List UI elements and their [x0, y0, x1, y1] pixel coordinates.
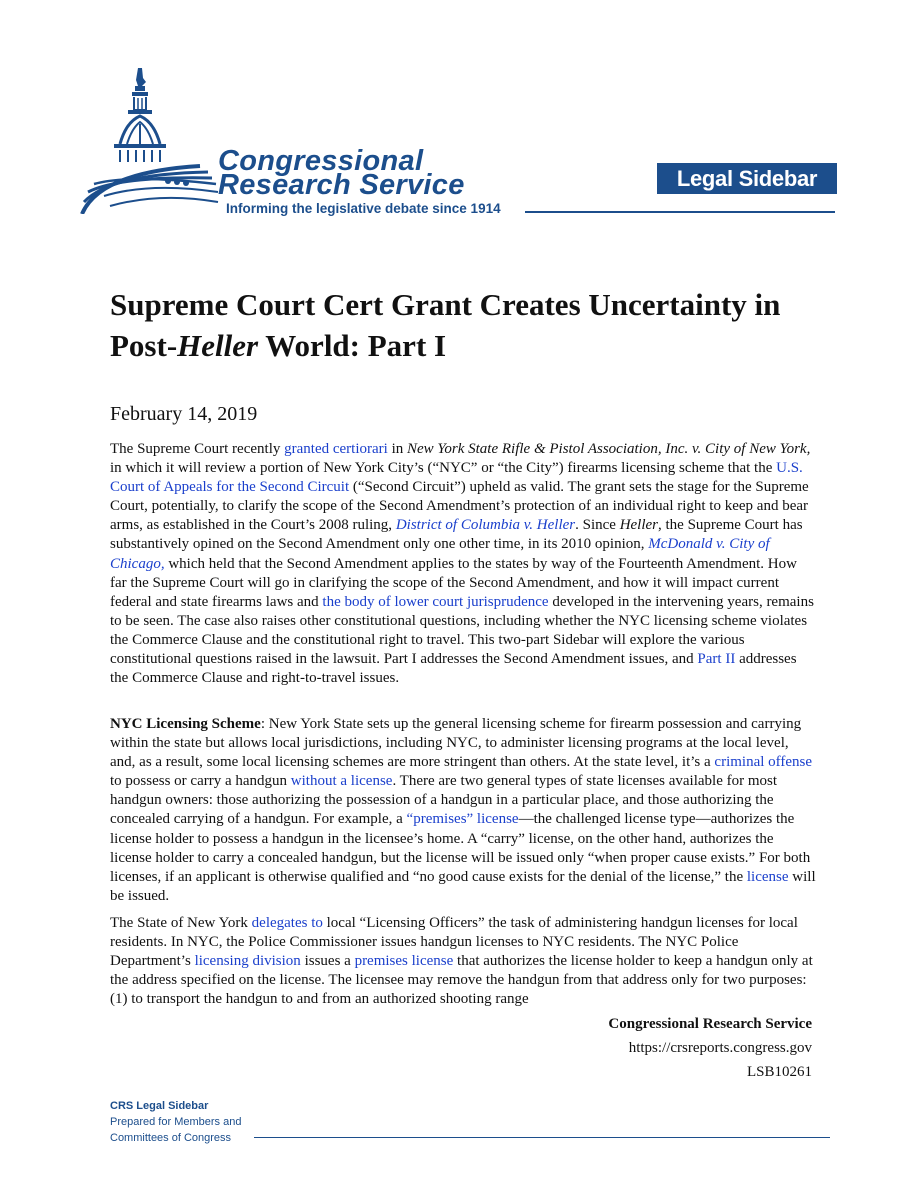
text-run: issues a [300, 953, 355, 970]
paragraph-intro [110, 440, 816, 688]
footer-report-code: LSB10261 [746, 1064, 812, 1080]
text-run: developed in the intervening years, remains to be seen. The case also raises other constitutional questions, including whether the NYC licensing scheme violates the Commerce Clause and the constitutional right to travel. This two-part Sidebar will explore the various constitutional questions raised in the lawsuit. Part I addresses the Second Amendment issues, and [110, 593, 814, 668]
text-run: . Since [575, 517, 620, 534]
link-criminal-offense[interactable]: criminal offense [714, 754, 813, 771]
text-run: that authorizes the license holder to keep a handgun only at the address specified on the license. The licensee may remove the handgun from that address only for two purposes: (1) to transport the handgun to and from an authorized shooting range [110, 953, 813, 1008]
link-premises-license-2[interactable]: premises license [354, 953, 454, 970]
paragraph-state-delegation [110, 914, 816, 1009]
case-name: Heller [619, 517, 659, 534]
case-name: New York State Rifle & Pistol Association, Inc. v. City of New York, [407, 441, 811, 457]
bottom-title: CRS Legal Sidebar [110, 1100, 209, 1112]
tagline-divider [525, 211, 835, 213]
document-date: February 14, 2019 [110, 403, 258, 425]
bottom-line1: Prepared for Members and [110, 1116, 242, 1128]
bottom-label [110, 1098, 241, 1146]
link-dc-v-heller[interactable]: District of Columbia v. Heller [395, 517, 576, 534]
text-run: , the Supreme Court has substantively opined on the Second Amendment only one other time, in its 2010 opinion, [110, 517, 803, 553]
org-tagline: Informing the legislative debate since 1914 [226, 201, 501, 216]
footer-url[interactable]: https://crsreports.congress.gov [628, 1040, 812, 1056]
text-run: which held that the Second Amendment applies to the states by way of the Fourteenth Amendment. How far the Supreme Court will go in clarifying the scope of the Second Amendment, and how it will impact current federal and state firearms laws and [110, 555, 797, 610]
text-run: to possess or carry a handgun [110, 773, 291, 790]
link-license[interactable]: license [746, 868, 789, 885]
link-part-ii[interactable]: Part II [697, 651, 736, 668]
text-run: —the challenged license type—authorizes the license holder to possess a handgun in the licensee’s home. A “carry” license, on the other hand, authorizes the license holder to carry a concealed handgun, but the license will be issued only “when proper cause exists.” For both licenses, if an applicant is otherwise qualified and “no good cause exists for the denial of the license,” the [110, 811, 811, 885]
link-second-circuit[interactable]: U.S. Court of Appeals for the Second Circuit [110, 460, 803, 496]
text-run: addresses the Commerce Clause and right-to-travel issues. [110, 651, 797, 687]
text-run: local “Licensing Officers” the task of administering handgun licenses for local residents. In NYC, the Police Commissioner issues handgun licenses to NYC residents. The NYC Police Department’s [110, 915, 798, 970]
title-text-part2: World: Part I [258, 328, 447, 363]
text-run: in [387, 441, 407, 457]
text-run: will be issued. [110, 868, 816, 904]
text-run: : New York State sets up the general licensing scheme for firearm possession and carrying within the state but allows local jurisdictions, including NYC, to administer licensing programs at the local level, and, as a result, some local licensing schemes are more stringent than others. At the state level, it’s a [110, 716, 802, 771]
org-name-line1: Congressional [218, 145, 424, 177]
text-run: in which it will review a portion of New York City’s (“NYC” or “the City”) firearms licensing scheme that the [110, 460, 777, 477]
crs-capitol-logo [80, 64, 220, 214]
footer-org-name: Congressional Research Service [608, 1016, 812, 1032]
bottom-line2: Committees of Congress [110, 1132, 232, 1144]
link-lower-court-jurisprudence[interactable]: the body of lower court jurisprudence [322, 593, 549, 610]
title-text-italic: Heller [177, 328, 259, 363]
link-granted-certiorari[interactable]: granted certiorari [284, 441, 388, 457]
page-footer [608, 1012, 812, 1084]
bottom-divider [254, 1137, 830, 1138]
legal-sidebar-badge: Legal Sidebar [657, 163, 837, 194]
link-licensing-division[interactable]: licensing division [194, 953, 301, 970]
text-run: The State of New York [110, 915, 252, 931]
link-without-a-license[interactable]: without a license [290, 773, 393, 790]
link-delegates-to[interactable]: delegates to [251, 915, 323, 931]
link-premises-license[interactable]: “premises” license [406, 811, 519, 828]
paragraph-nyc-licensing [110, 715, 816, 906]
title-text-part1: Supreme Court Cert Grant Creates Uncertainty in Post- [110, 287, 781, 363]
org-name-line2: Research Service [218, 169, 465, 201]
document-title [110, 284, 830, 366]
text-run: The Supreme Court recently [110, 441, 285, 457]
section-heading: NYC Licensing Scheme [110, 716, 261, 732]
text-run: (“Second Circuit”) upheld as valid. The grant sets the stage for the Supreme Court, potentially, to clarify the scope of the Second Amendment’s protection of an individual right to keep and bear arms, as established in the Court’s 2008 ruling, [110, 479, 809, 534]
text-run: . There are two general types of state licenses available for most handgun owners: those authorizing the possession of a handgun in a particular place, and those authorizing the concealed carrying of a handgun. For example, a [110, 773, 778, 828]
link-mcdonald-v-chicago[interactable]: McDonald v. City of Chicago, [110, 536, 770, 572]
